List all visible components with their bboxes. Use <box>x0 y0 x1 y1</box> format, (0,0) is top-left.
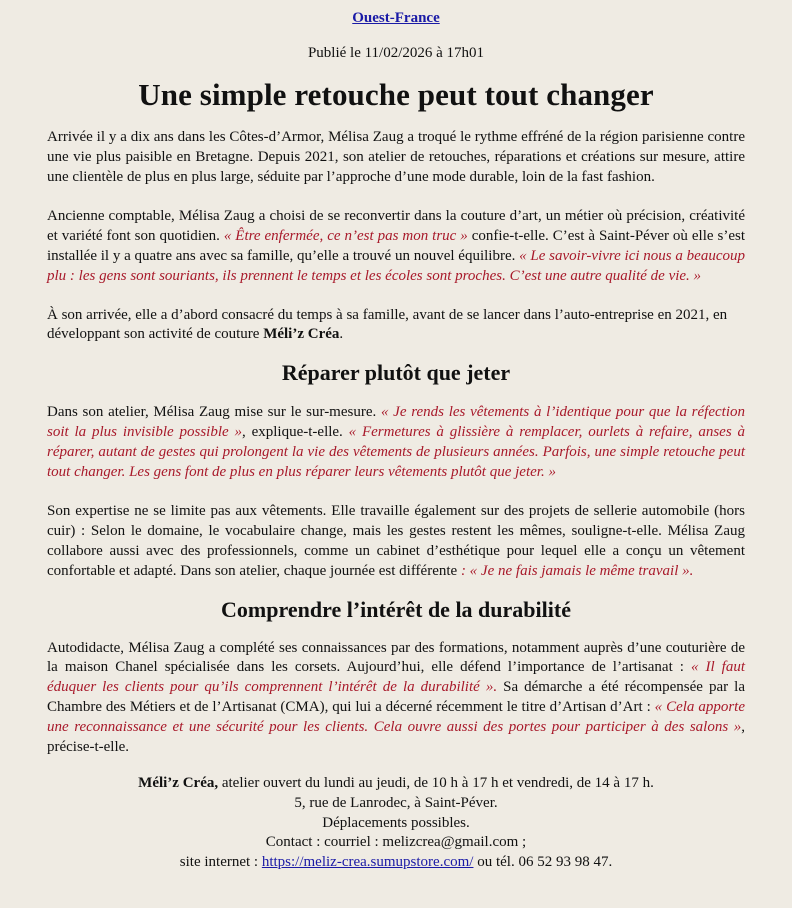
paragraph-reconversion <box>47 207 745 286</box>
quote: « Le savoir-vivre ici nous a beaucoup plu : les gens sont souriants, ils prennent le temps et les écoles sont proches. C’est une autre qualité de vie. » <box>47 247 745 284</box>
quote: « Il faut éduquer les clients pour qu’ils comprennent l’intérêt de la durabilité ». <box>47 659 746 696</box>
section-heading-durability: Comprendre l’intérêt de la durabilité <box>221 596 571 622</box>
paragraph-workshop <box>47 403 745 482</box>
section-heading-repair: Réparer plutôt que jeter <box>281 360 511 386</box>
brand-name: Méli’z Créa <box>263 326 340 343</box>
phone-text: ou tél. 06 52 93 98 47. <box>473 853 613 870</box>
text-segment: , explique-t-elle. <box>242 423 349 440</box>
paragraph-training <box>47 639 745 758</box>
site-label: site internet : <box>179 853 262 870</box>
quote: « Je rends les vêtements à l’identique pour que la réfection soit la plus invisible possible » <box>47 404 745 440</box>
paragraph-arrival <box>47 306 745 346</box>
text-segment: Son expertise ne se limite pas aux vêtements. Elle travaille également sur des projets de sellerie automobile (hors cuir) : Selon le domaine, le vocabulaire change, mais les gestes restent les mêmes, souligne-t-elle. Mélisa Zaug collabore aussi avec des professionnels, comme un cabinet d’esthétique pour lequel elle a conçu un vêtement confortable et adapté. Dans son atelier, chaque journée est différente <box>47 503 745 579</box>
text-segment: Autodidacte, Mélisa Zaug a complété ses connaissances par des formations, notamment auprès d’une couturière de la maison Chanel spécialisée dans les corsets. Aujourd’hui, elle défend l’importance de l’artisanat : <box>47 639 745 676</box>
contact-email: Contact : courriel : melizcrea@gmail.com ; <box>265 834 527 851</box>
address: 5, rue de Lanrodec, à Saint-Péver. <box>294 794 498 811</box>
text-segment: Ancienne comptable, Mélisa Zaug a choisi de se reconvertir dans la couture d’art, un métier où précision, créativité et variété font son quotidien. <box>47 208 745 245</box>
paragraph-intro: Arrivée il y a dix ans dans les Côtes-d’Armor, Mélisa Zaug a troqué le rythme effréné de la région parisienne contre une vie plus paisible en Bretagne. Depuis 2021, son atelier de retouches, réparations et créations sur mesure, attire une clientèle de plus en plus large, séduite par l’approche d’une mode durable, loin de la fast fashion. <box>47 129 745 185</box>
website-line <box>47 853 745 873</box>
article-title: Une simple retouche peut tout changer <box>138 77 654 112</box>
quote: : « Je ne fais jamais le même travail ». <box>460 562 694 579</box>
contact-info <box>47 774 745 872</box>
text-segment: À son arrivée, elle a d’abord consacré du temps à sa famille, avant de se lancer dans l’auto-entreprise en 2021, en développant son activité de couture <box>47 306 728 343</box>
website-link[interactable]: https://meliz-crea.sumupstore.com/ <box>261 853 474 870</box>
text-segment: Sa démarche a été récompensée par la Chambre des Métiers et de l’Artisanat (CMA), qui lui a décerné récemment le titre d’Artisan d’Art : <box>47 679 746 715</box>
text-segment: . <box>339 326 344 343</box>
paragraph-expertise <box>47 502 745 581</box>
text-segment: , précise-t-elle. <box>47 718 745 755</box>
published-date: Publié le 11/02/2026 à 17h01 <box>307 45 485 61</box>
quote: « Être enfermée, ce n’est pas mon truc » <box>223 228 468 245</box>
text-segment: confie-t-elle. C’est à Saint-Péver où elle s’est installée il y a quatre ans avec sa famille, qu’elle a trouvé un nouvel équilibre. <box>47 228 745 264</box>
source-link[interactable]: Ouest-France <box>352 10 440 26</box>
text-segment: Dans son atelier, Mélisa Zaug mise sur le sur-mesure. <box>47 404 381 421</box>
quote: « Cela apporte une reconnaissance et une sécurité pour les clients. Cela ouvre aussi des portes pour participer à des salons » <box>47 698 745 735</box>
hours-text: atelier ouvert du lundi au jeudi, de 10 h à 17 h et vendredi, de 14 à 17 h. <box>218 775 654 792</box>
brand-name: Méli’z Créa, <box>138 775 219 792</box>
quote: « Fermetures à glissière à remplacer, ourlets à refaire, anses à réparer, autant de gestes qui prolongent la vie des vêtements de plusieurs années. Parfois, une simple retouche peut tout changer. Les gens font de plus en plus réparer leurs vêtements plutôt que jeter. » <box>47 423 745 480</box>
travel-note: Déplacements possibles. <box>322 814 470 831</box>
opening-hours <box>47 774 745 794</box>
source-line <box>47 0 745 27</box>
